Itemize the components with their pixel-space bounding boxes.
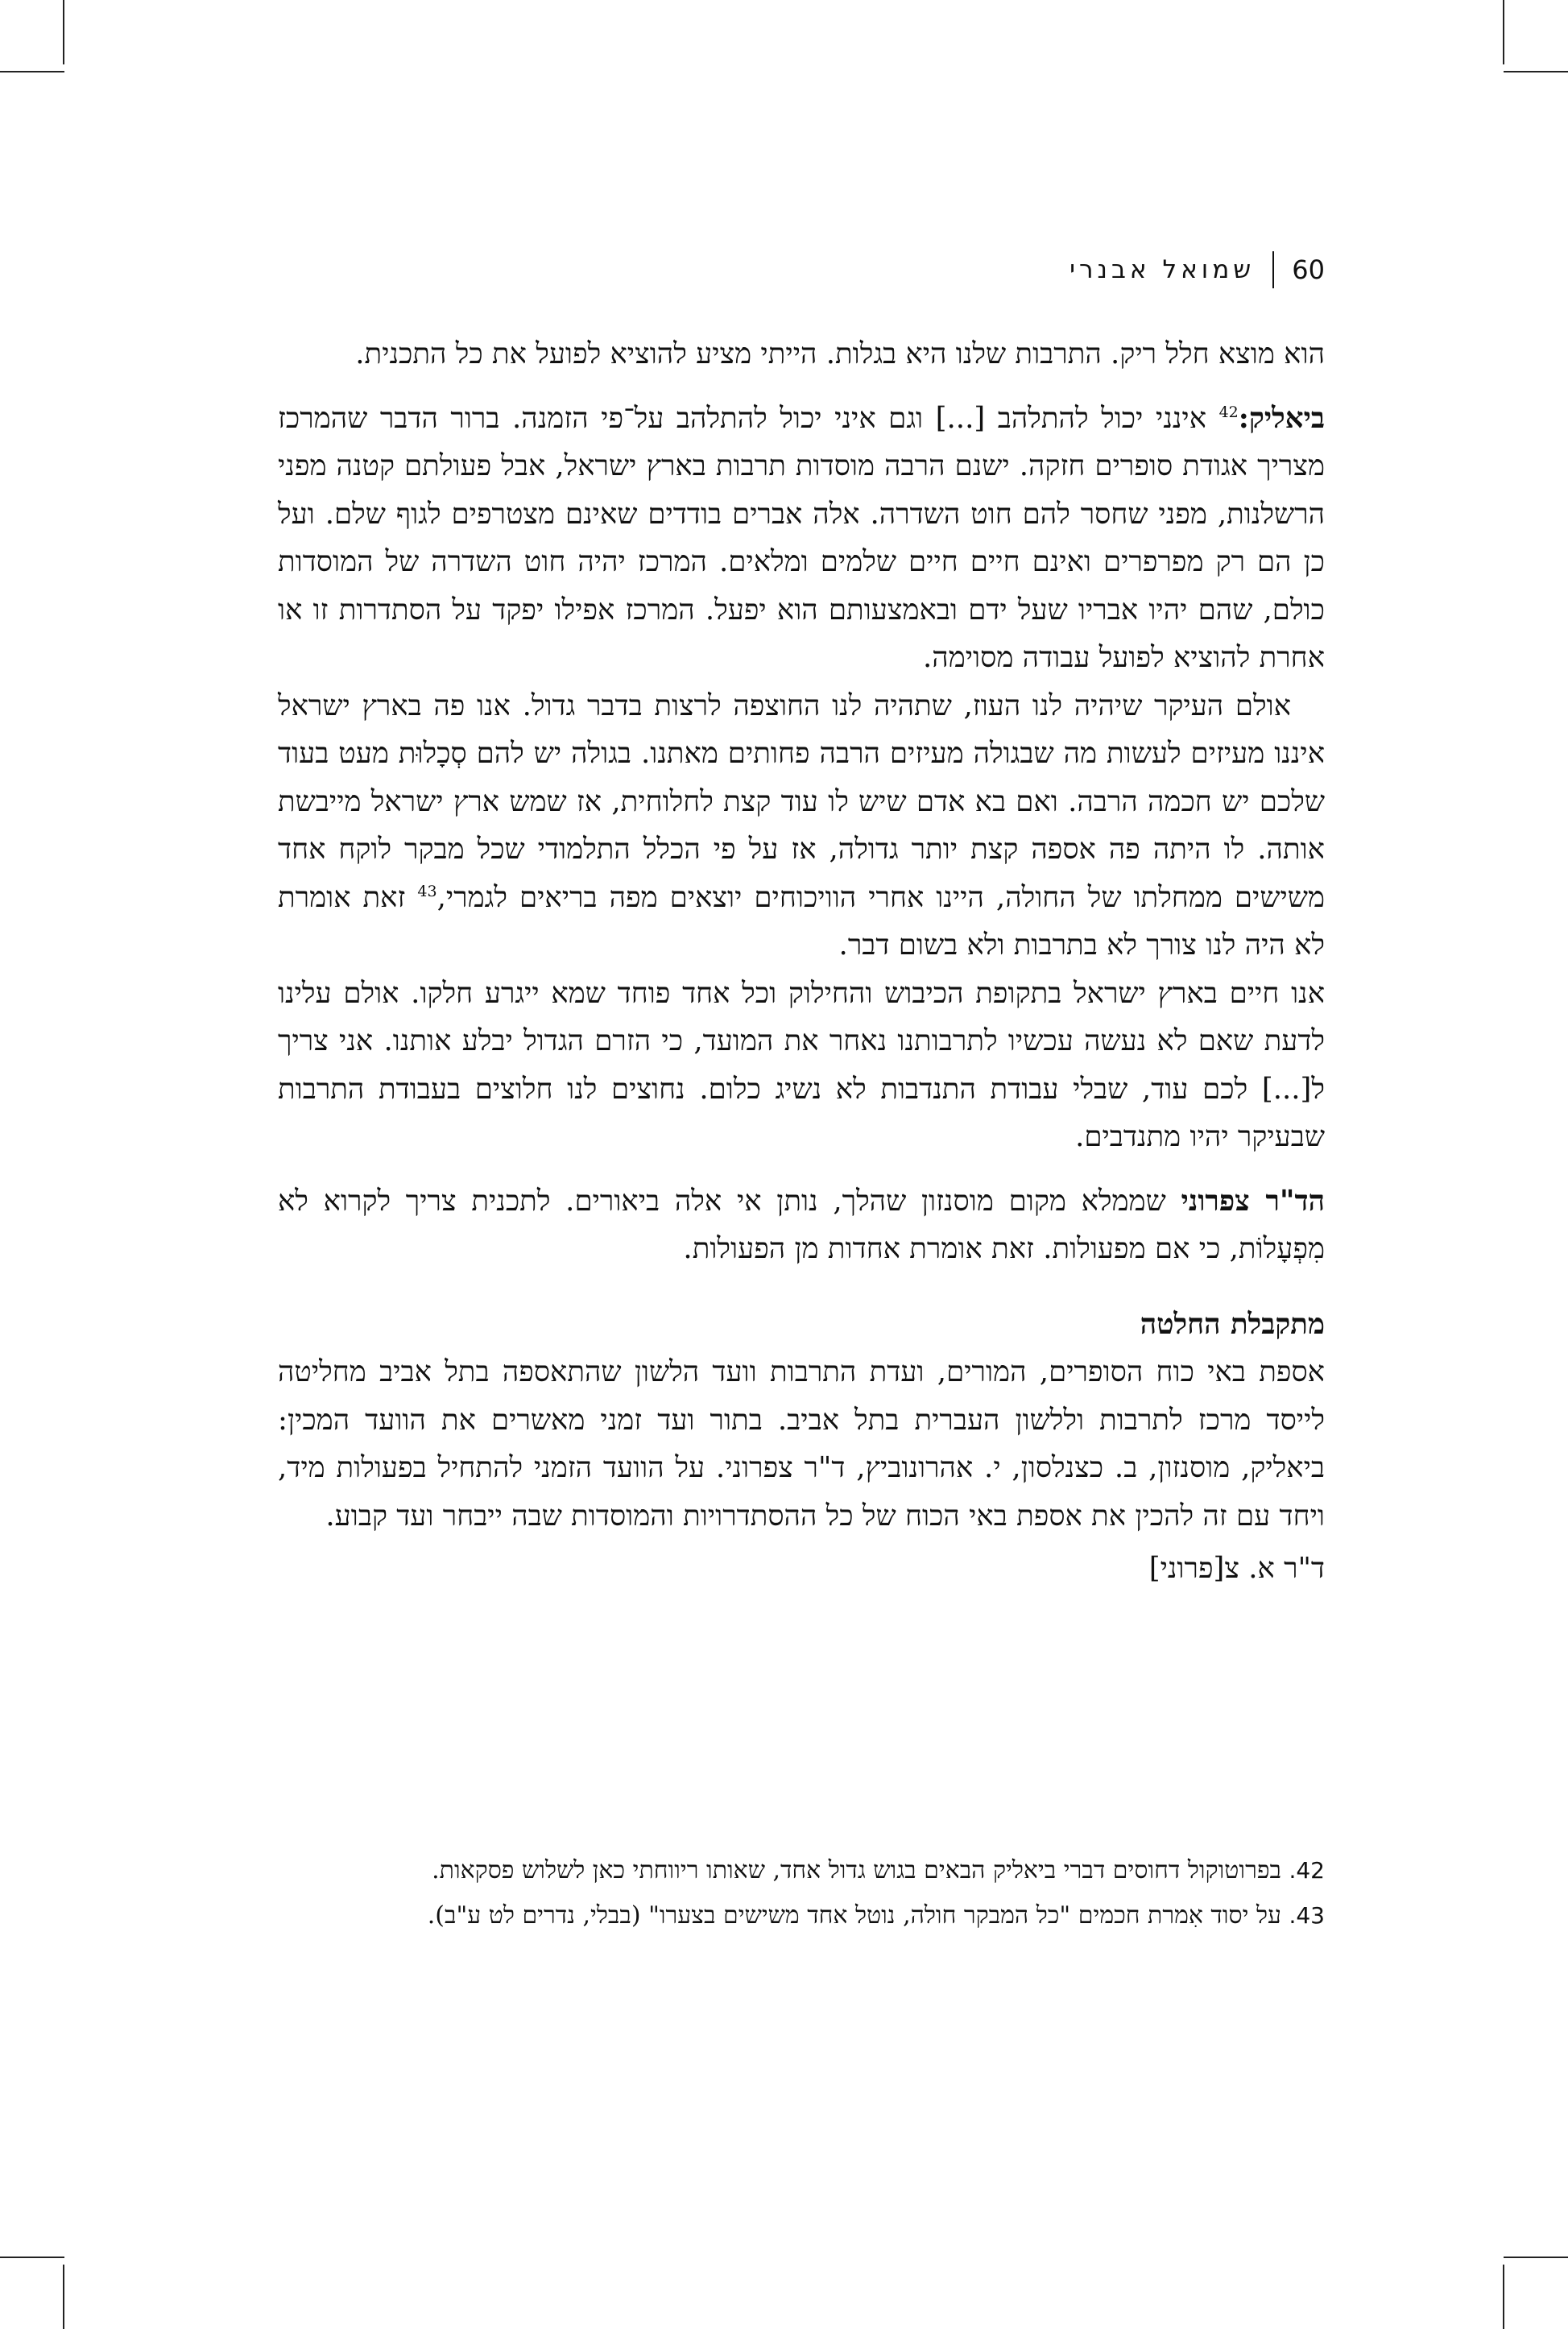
page-content [278,242,1325,1593]
footnote-number: 43. [1289,1902,1325,1929]
signature: ד"ר א. צ[פרוני] [1148,1552,1325,1585]
body-text [278,330,1325,1593]
paragraph-text: אינני יכול להתלהב [...] וגם איני יכול להתלהב על־פי הזמנה. ברור הדבר שהמרכז מצריך אגודת סופרים חזקה. ישנם הרבה מוסדות תרבות בארץ ישראל, אבל פעולתם קטנה מפני הרשלנות, מפני שחסר להם חוט השדרה. אלה אברים בודדים שאינם מצטרפים לגוף שלם. ועל כן הם רק מפרפרים ואינם חיים חיים שלמים ומלאים. המרכז יהיה חוט השדרה של המוסדות כולם, שהם יהיו אבריו שעל ידם ובאמצעותם הוא יפעל. המרכז אפילו יפקד על הסתדרות זו או אחרת להוציא לפועל עבודה מסוימה. [278,401,1325,674]
footnote-text: בפרוטוקול דחוסים דברי ביאליק הבאים בגוש גדול אחד, שאותו ריווחתי כאן לשלוש פסקאות. [432,1856,1281,1884]
running-head-author: שמואל אבנרי [1069,255,1256,284]
paragraph-text: שממלא מקום מוסנזון שהלך, נותן אי אלה ביאורים. לתכנית צריך לקרוא לא מִפְעָלוֹת, כי אם מפעולות. זאת אומרת אחדות מן הפעולות. [278,1184,1325,1265]
speaker-name: ביאליק: [1238,401,1325,435]
footnote-ref[interactable]: 43 [417,882,437,900]
paragraph-text: זאת אומרת לא היה לנו צורך לא בתרבות ולא בשום דבר. [278,880,1325,962]
footnote [278,1897,1325,1934]
page-number: 60 [1292,254,1325,285]
paragraph: אספת באי כוח הסופרים, המורים, ועדת התרבות וועד הלשון שהתאספה בתל אביב מחליטה לייסד מרכז לתרבות וללשון העברית בתל אביב. בתור ועד זמני מאשרים את הוועד המכין: ביאליק, מוסנזון, ב. כצנלסון, י. אהרונוביץ, ד"ר צפרוני. על הוועד הזמני להתחיל בפעולות מיד, ויחד עם זה להכין את אספת באי הכוח של כל ההסתדרויות והמוסדות שבה ייבחר ועד קבוע. [278,1355,1325,1533]
crop-mark [63,0,64,64]
crop-mark [0,71,64,72]
paragraph: הוא מוצא חלל ריק. התרבות שלנו היא בגלות. הייתי מציע להוציא לפועל את כל התכנית. [355,337,1325,370]
paragraph [278,1177,1325,1273]
footnote-ref[interactable]: 42 [1218,403,1239,421]
paragraph-text: אולם העיקר שיהיה לנו העוז, שתהיה לנו החוצפה לרצות בדבר גדול. אנו פה בארץ ישראל איננו מעיזים לעשות מה שבגולה מעיזים הרבה פחותים מאתנו. בגולה יש להם סְכָלוּת מעט בעוד שלכם יש חכמה הרבה. ואם בא אדם שיש לו עוד קצת לחלוחית, אז שמש ארץ ישראל מייבשת אותה. לו היתה פה אספה קצת יותר גדולה, אז על פי הכלל התלמודי שכל מבקר לוקח אחד משישים ממחלתו של החולה, היינו אחרי הוויכוחים יוצאים מפה בריאים לגמרי, [278,689,1325,914]
crop-mark [63,2265,64,2329]
footnote-number: 42. [1289,1857,1325,1884]
crop-mark [1504,2257,1568,2258]
crop-mark [0,2257,64,2258]
paragraph: אנו חיים בארץ ישראל בתקופת הכיבוש והחילוק וכל אחד פוחד שמא ייגרע חלקו. אולם עלינו לדעת שאם לא נעשה עכשיו לתרבותנו נאחר את המועד, כי הזרם הגדול יבלע אותנו. אני צריך ל[...] לכם עוד, שבלי עבודת התנדבות לא נשיג כלום. נחוצים לנו חלוצים בעבודת התרבות שבעיקר יהיו מתנדבים. [278,976,1325,1153]
paragraph [278,395,1325,682]
crop-mark [1504,71,1568,72]
running-head [278,242,1325,298]
footnotes [278,1852,1325,1942]
header-divider [1272,251,1274,288]
crop-mark [1503,2265,1504,2329]
section-heading: מתקבלת החלטה [1140,1307,1325,1341]
crop-mark [1503,0,1504,64]
footnote [278,1852,1325,1889]
speaker-name: הד"ר צפרוני [1181,1184,1325,1218]
paragraph [278,682,1325,970]
footnote-text: על יסוד אִמרת חכמים "כל המבקר חולה, נוטל אחד משישים בצערו" (בבלי, נדרים לט ע"ב). [427,1901,1281,1930]
